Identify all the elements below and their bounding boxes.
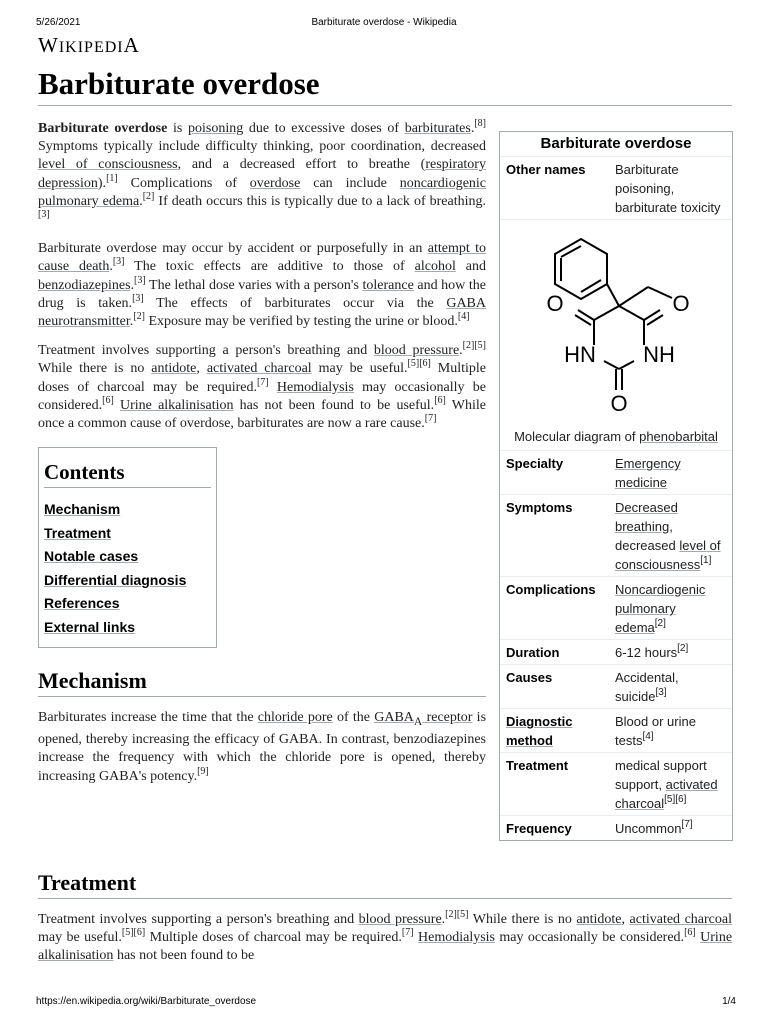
citation-link[interactable]: [3] [655,687,667,698]
wiki-link[interactable]: alcohol [414,259,456,275]
wiki-link[interactable]: level of consciousness [615,538,721,572]
bold-term: Barbiturate overdose [38,121,168,136]
citation-link[interactable]: [3] [112,256,125,268]
toc-item-treatment[interactable]: Treatment [44,524,111,541]
citation-link[interactable]: [1] [700,555,712,566]
citation-link[interactable]: [2] [654,618,666,629]
infobox-value [611,580,732,637]
citation-link[interactable]: [4] [642,731,654,742]
logo-last-letter: A [123,33,140,57]
citation-link[interactable]: [7] [256,376,269,388]
toc-item-references[interactable]: References [44,595,120,612]
wiki-link[interactable]: level of consciousness [38,157,178,173]
infobox-label: Complications [506,582,596,597]
wiki-link[interactable]: chloride pore [257,710,333,726]
infobox-value [611,454,732,492]
wiki-link[interactable]: Noncardiogenic pulmonary edema [615,582,706,635]
wiki-link[interactable]: Decreased breathing [615,500,678,534]
wiki-link[interactable]: antidote [576,912,622,927]
diagram-oxygen-label: O [546,291,564,316]
citation-link[interactable]: [8] [474,118,486,129]
wiki-link[interactable]: Emergency medicine [615,456,681,490]
wiki-link[interactable]: antidote [151,361,197,377]
citation-link[interactable]: [7] [424,413,437,425]
infobox-row [500,815,732,840]
infobox-value: 6-12 hours[2] [615,643,689,660]
treatment-heading: Treatment [38,870,732,899]
lead-paragraph-3: Treatment involves supporting a person's breathing and blood pressure.[2][5] While there is no antidote, activated charcoal may be useful.[5][6] Multiple doses of charcoal may be required.[7] Hemodialysis may occasionally be considered.[6] Urine alkalinisation has not been found to be useful.[6] While once a common cause of overdose, barbiturates are now a rare cause.[7] [38,340,487,432]
wiki-link[interactable]: GABA neurotransmitter [38,295,486,330]
wiki-link[interactable]: noncardiogenic pulmonary edema [38,175,487,209]
print-url: https://en.wikipedia.org/wiki/Barbiturate_overdose [36,996,257,1007]
toc-item-differential-diagnosis[interactable]: Differential diagnosis [44,571,187,588]
infobox [499,131,733,841]
infobox-row [500,450,732,494]
infobox-row [500,576,732,639]
infobox-row [500,639,732,664]
citation-link[interactable]: [4] [457,311,470,323]
infobox-value: Barbiturate poisoning, barbiturate toxicity [615,162,721,215]
wiki-link[interactable]: Urine alkalinisation [120,397,234,413]
toc-title: Contents [44,460,211,488]
infobox-label: Frequency [506,821,572,836]
citation-link[interactable]: [7] [401,927,414,939]
mechanism-heading: Mechanism [38,668,486,697]
toc-item-mechanism[interactable]: Mechanism [44,501,121,518]
infobox-label: Treatment [506,758,569,773]
logo-first-letter: W [38,33,59,57]
citation-link[interactable]: [3] [132,292,144,304]
wiki-link[interactable]: activated charcoal [206,361,312,377]
diagram-oxygen-label: O [610,391,628,416]
wiki-link[interactable]: activated charcoal [615,777,718,811]
infobox-row-other-names [500,156,732,219]
citation-link[interactable]: [2] [133,311,145,323]
lead-paragraph-2: Barbiturate overdose may occur by accident or purposefully in an attempt to cause death.[3] The toxic effects are additive to those of alcohol and benzodiazepines.[3] The lethal dose varies with a person's tolerance and how the drug is taken.[3] The effects of barbiturates occur via the GABA neurotransmitter.[2] Exposure may be verified by testing the urine or blood.[4] [38,241,486,330]
infobox-image [500,219,732,450]
print-date: 5/26/2021 [36,17,81,28]
wiki-link[interactable]: respiratory depression [38,157,486,191]
table-of-contents [38,447,217,648]
infobox-label: Symptoms [506,500,573,515]
infobox-value: medical support support, activated charcoal[5][6] [615,758,718,811]
print-page-number: 1/4 [722,996,736,1007]
citation-link[interactable]: [2] [142,190,155,202]
citation-link[interactable]: [5][6] [664,794,687,805]
wiki-link[interactable]: poisoning [187,121,244,136]
page-title: Barbiturate overdose [38,66,732,106]
wiki-link[interactable]: receptor [422,710,473,726]
mechanism-paragraph: Barbiturates increase the time that the chloride pore of the $GABA_A$ receptor is opened, thereby increasing the efficacy of GABA. In contrast, benzodiazepines increase the frequency with which the chloride pore is opened, thereby increasing GABA's potency.[9] [38,710,487,784]
citation-link[interactable]: [9] [197,765,209,777]
infobox-label: Causes [506,670,553,685]
diagram-oxygen-label: O [672,291,690,316]
wiki-link[interactable]: Hemodialysis [276,379,354,395]
wiki-link[interactable]: blood pressure [373,343,460,359]
wiki-link[interactable]: overdose [249,175,301,191]
infobox-row [500,664,732,708]
citation-link[interactable]: [1] [106,172,118,184]
toc-item-notable-cases[interactable]: Notable cases [44,548,139,565]
infobox-value: Uncommon[7] [615,819,693,836]
infobox-row [500,494,732,576]
subscript: A [413,715,423,729]
treatment-section [38,870,732,966]
infobox-row [500,708,732,752]
wiki-link[interactable]: activated charcoal [629,912,732,927]
infobox-label [500,712,611,750]
citation-link[interactable]: [6] [434,394,446,406]
wiki-link[interactable]: Urine alkalinisation [38,930,733,964]
wiki-link[interactable]: barbiturates [404,121,471,136]
infobox-value: Decreased breathing, decreased level of consciousness[1] [615,500,721,572]
wiki-link[interactable]: benzodiazepines [38,277,131,293]
citation-link[interactable]: [2][5] [462,340,486,352]
citation-link[interactable]: [5][6] [121,927,146,939]
logo-middle-letters: IKIPEDI [58,39,124,56]
citation-link[interactable]: [6] [102,394,114,406]
citation-link[interactable]: [7] [681,819,693,830]
infobox-label: Other names [506,162,586,177]
citation-link[interactable]: [2][5] [445,909,469,920]
lead-paragraph-1: Barbiturate overdose is poisoning due to excessive doses of barbiturates.[8] Symptoms typically include difficulty thinking, poor coordination, decreased level of consciousness, and a decreased effort to breathe (respiratory depression).[1] Complications of overdose can include noncardiogenic pulmonary edema.[2] If death occurs this is typically due to a lack of breathing.[3] [38,118,487,221]
citation-link[interactable]: [2] [677,643,689,654]
article-body [38,120,486,797]
wiki-link[interactable]: blood pressure [358,912,442,927]
citation-link[interactable]: [3] [134,274,146,286]
phenobarbital-structure-diagram[interactable] [500,222,732,422]
citation-link[interactable]: [5][6] [407,358,431,370]
infobox-image-caption: Molecular diagram of phenobarbital [514,429,718,444]
infobox-value: Blood or urine tests[4] [615,714,696,748]
wiki-link[interactable]: attempt to cause death [38,241,486,275]
citation-link[interactable]: [6] [684,927,696,939]
diagram-nh-label: NH [643,342,675,367]
infobox-title: Barbiturate overdose [540,135,692,152]
diagram-nh-label: HN [564,342,596,367]
infobox-label: Specialty [506,456,564,471]
infobox-rows [500,450,732,840]
wiki-link[interactable]: Diagnostic method [506,714,573,748]
print-tab-title: Barbiturate overdose - Wikipedia [311,17,457,28]
wiki-link[interactable]: GABA [374,710,414,726]
citation-link[interactable]: [3] [38,209,50,221]
infobox-value: Accidental, suicide[3] [615,670,679,704]
treatment-paragraph: Treatment involves supporting a person's breathing and blood pressure.[2][5] While there is no antidote, activated charcoal may be useful.[5][6] Multiple doses of charcoal may be required.[7] Hemodialysis may occasionally be considered.[6] Urine alkalinisation has not been found to be [38,909,733,964]
toc-item-external-links[interactable]: External links [44,618,136,635]
infobox-label: Duration [506,645,560,660]
wiki-link[interactable]: phenobarbital [639,429,718,444]
wikipedia-logo[interactable] [38,33,140,58]
wiki-link[interactable]: tolerance [362,277,414,293]
infobox-row [500,752,732,815]
wiki-link[interactable]: Hemodialysis [418,930,495,946]
